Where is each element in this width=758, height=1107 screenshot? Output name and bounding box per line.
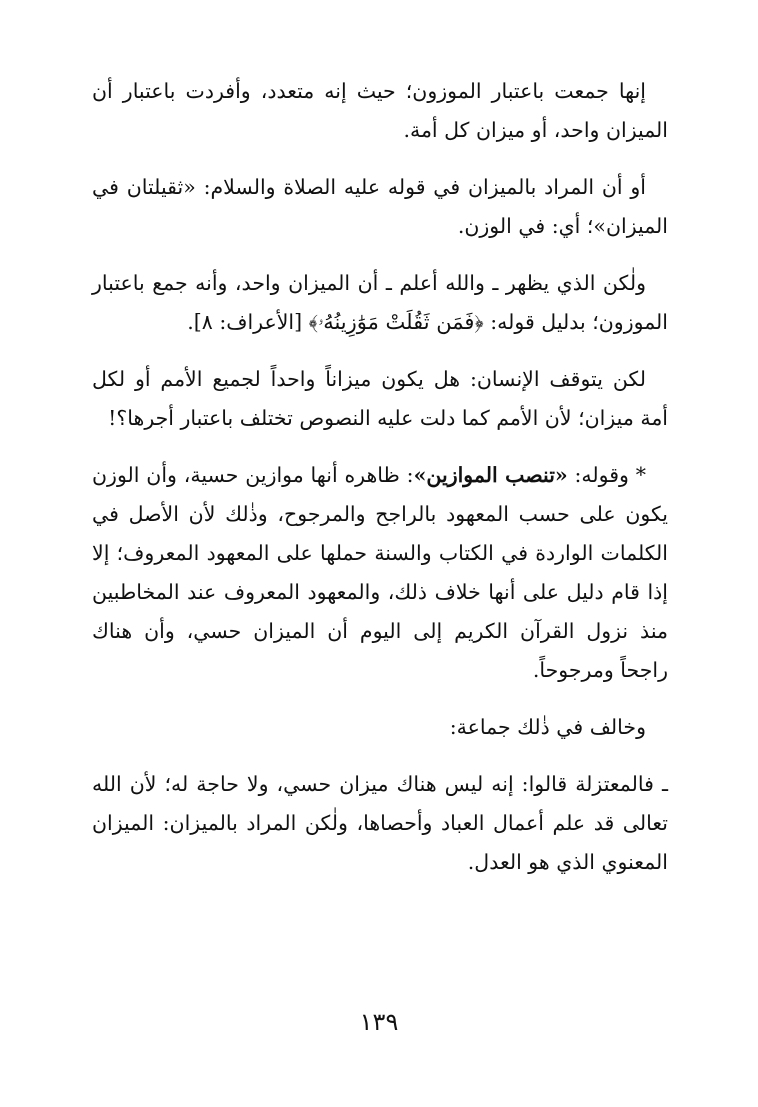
verse-reference: [الأعراف: ٨]. bbox=[187, 310, 309, 334]
paragraph-1: إنها جمعت باعتبار الموزون؛ حيث إنه متعدد، وأفردت باعتبار أن الميزان واحد، أو ميزان كل أمة. bbox=[92, 79, 668, 142]
paragraph-5-text: : ظاهره أنها موازين حسية، وأن الوزن يكون على حسب المعهود بالراجح والمرجوح، وذٰلك لأن الأصل في الكلمات الواردة في الكتاب والسنة حملها على المعهود المعروف؛ إلا إذا قام دليل على أنها خلاف ذلك، والمعهود المعروف عند المخاطبين منذ نزول القرآن الكريم إلى اليوم أن الميزان حسي، وأن هناك راجحاً ومرجوحاً. bbox=[92, 463, 668, 682]
paragraph-4: لكن يتوقف الإنسان: هل يكون ميزاناً واحداً لجميع الأمم أو لكل أمة ميزان؛ لأن الأمم كما دلت عليه النصوص تختلف باعتبار أجرها؟! bbox=[92, 367, 668, 430]
quran-verse: ﴿فَمَن ثَقُلَتْ مَوَٰزِينُهُۥ﴾ bbox=[308, 310, 484, 334]
paragraph-5-lead: * وقوله: bbox=[567, 463, 646, 487]
paragraph-3-text: ولٰكن الذي يظهر ـ والله أعلم ـ أن الميزان واحد، وأنه جمع باعتبار الموزون؛ بدليل قوله: bbox=[92, 271, 668, 334]
paragraph-3 bbox=[92, 264, 668, 342]
paragraph-2: أو أن المراد بالميزان في قوله عليه الصلاة والسلام: «ثقيلتان في الميزان»؛ أي: في الوزن. bbox=[92, 175, 668, 238]
paragraph-5 bbox=[92, 456, 668, 690]
page-body bbox=[92, 72, 668, 900]
page-number: ١٣٩ bbox=[359, 1008, 399, 1036]
paragraph-6: وخالف في ذٰلك جماعة: bbox=[449, 715, 646, 739]
paragraph-7: ـ فالمعتزلة قالوا: إنه ليس هناك ميزان حسي، ولا حاجة له؛ لأن الله تعالى قد علم أعمال العباد وأحصاها، ولٰكن المراد بالميزان: الميزان المعنوي الذي هو العدل. bbox=[92, 772, 668, 874]
hadith-quote-bold: «تنصب الموازين» bbox=[413, 463, 568, 487]
